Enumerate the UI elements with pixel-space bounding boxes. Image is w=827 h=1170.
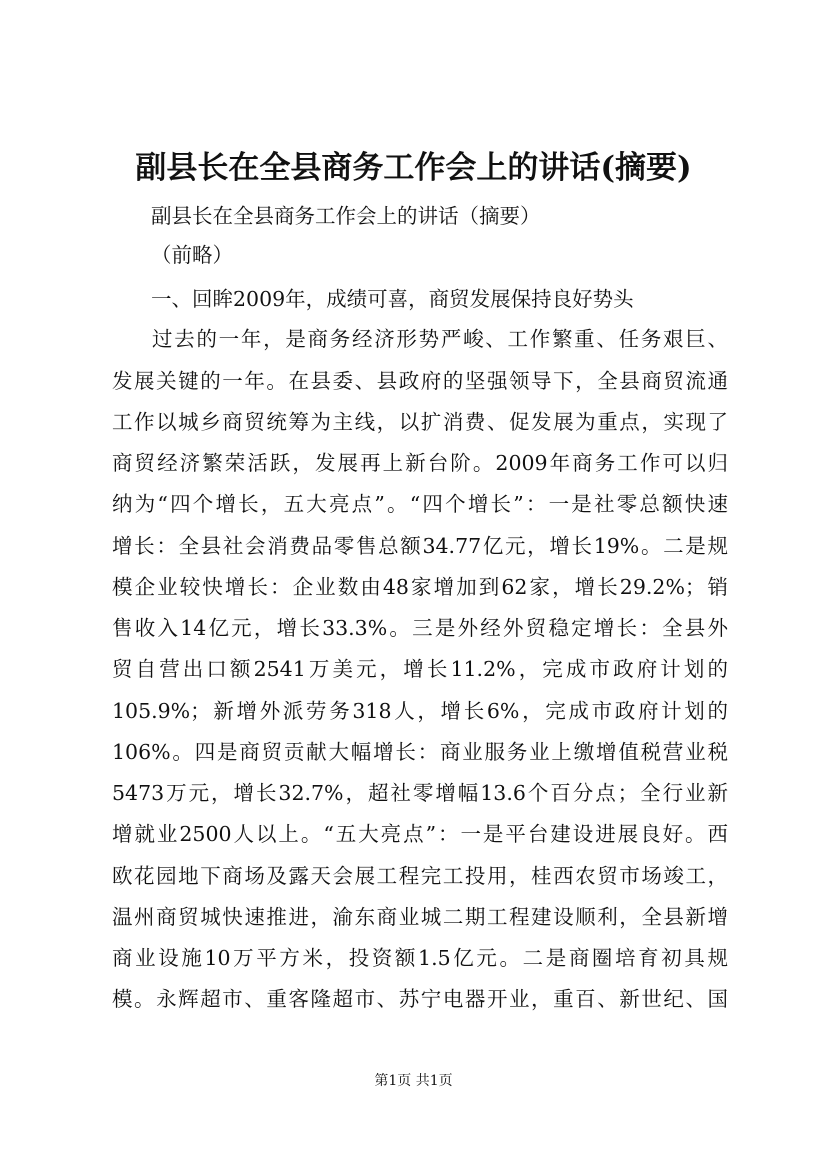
paragraph-line: 5473万元，增长32.7%，超社零增幅13.6个百分点；全行业新 [112, 781, 728, 805]
paragraph-line: 贸自营出口额2541万美元，增长11.2%，完成市政府计划的 [112, 657, 728, 681]
preface-note: （前略） [151, 243, 233, 267]
section-heading: 一、回眸2009年，成绩可喜，商贸发展保持良好势头 [151, 287, 634, 311]
paragraph-line: 模。永辉超市、重客隆超市、苏宁电器开业，重百、新世纪、国 [112, 987, 728, 1011]
paragraph-line: 工作以城乡商贸统筹为主线，以扩消费、促发展为重点，实现了 [112, 410, 728, 434]
paragraph-line: 商贸经济繁荣活跃，发展再上新台阶。2009年商务工作可以归 [112, 451, 728, 475]
document-subtitle: 副县长在全县商务工作会上的讲话（摘要） [151, 204, 541, 228]
paragraph-line: 纳为“四个增长，五大亮点”。“四个增长”：一是社零总额快速 [112, 492, 728, 516]
paragraph-line: 增长：全县社会消费品零售总额34.77亿元，增长19%。二是规 [112, 534, 728, 558]
paragraph-line: 欧花园地下商场及露天会展工程完工投用，桂西农贸市场竣工， [112, 864, 728, 888]
paragraph-line: 模企业较快增长：企业数由48家增加到62家，增长29.2%；销 [112, 575, 728, 599]
paragraph-line: 发展关键的一年。在县委、县政府的坚强领导下，全县商贸流通 [112, 369, 728, 393]
paragraph-line: 温州商贸城快速推进，渝东商业城二期工程建设顺利，全县新增 [112, 905, 728, 929]
paragraph-line: 105.9%；新增外派劳务318人，增长6%，完成市政府计划的 [112, 699, 728, 723]
paragraph-line: 商业设施10万平方米，投资额1.5亿元。二是商圈培育初具规 [112, 946, 728, 970]
paragraph-line: 过去的一年，是商务经济形势严峻、工作繁重、任务艰巨、 [152, 327, 728, 351]
page-number-footer: 第1页 共1页 [374, 1073, 453, 1089]
paragraph-line: 售收入14亿元，增长33.3%。三是外经外贸稳定增长：全县外 [112, 616, 728, 640]
paragraph-line: 增就业2500人以上。“五大亮点”：一是平台建设进展良好。西 [112, 822, 728, 846]
paragraph-line: 106%。四是商贸贡献大幅增长：商业服务业上缴增值税营业税 [112, 740, 728, 764]
document-title: 副县长在全县商务工作会上的讲话(摘要) [135, 150, 692, 186]
